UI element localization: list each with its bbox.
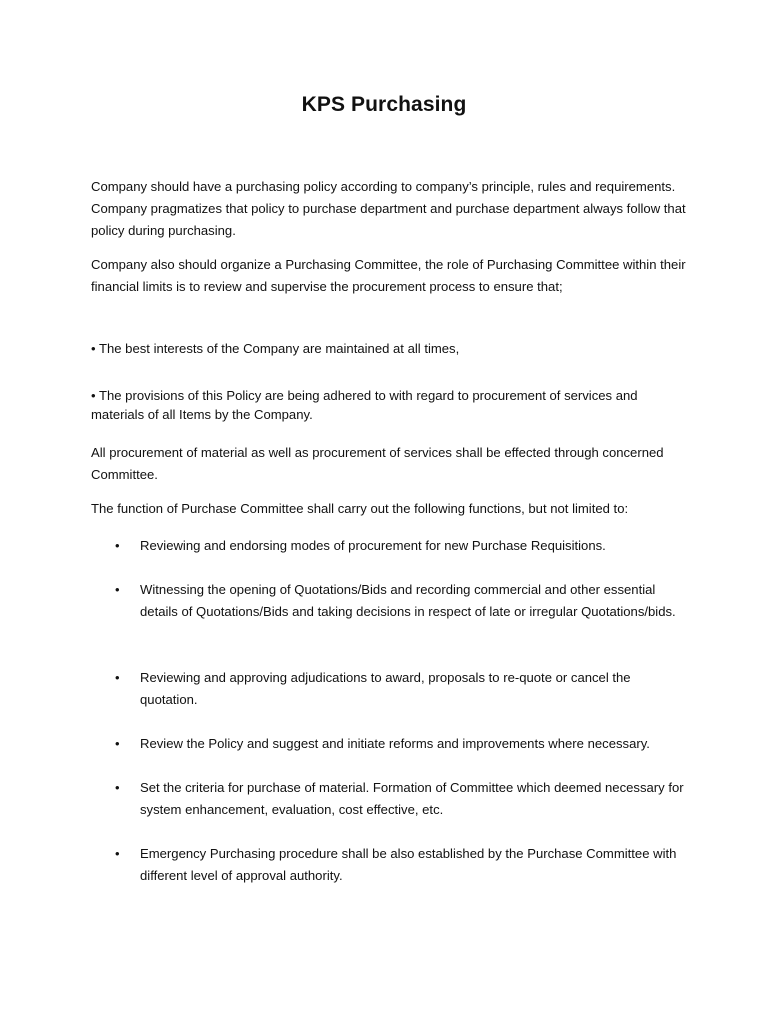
list-item-text: Reviewing and approving adjudications to award, proposals to re-quote or cancel the quotation. bbox=[140, 670, 631, 707]
bullet-icon: • bbox=[115, 538, 120, 553]
paragraph-best-interests: • The best interests of the Company are maintained at all times, bbox=[91, 341, 460, 356]
bullet-icon: • bbox=[115, 780, 120, 795]
document-title: KPS Purchasing bbox=[301, 93, 467, 116]
bullet-icon: • bbox=[115, 736, 120, 751]
list-item bbox=[91, 579, 691, 623]
list-item bbox=[91, 535, 691, 557]
list-item-text: Emergency Purchasing procedure shall be also established by the Purchase Committee with different level of approval authority. bbox=[140, 846, 677, 883]
paragraph-functions-intro: The function of Purchase Committee shall carry out the following functions, but not limited to: bbox=[91, 501, 629, 516]
bullet-icon: • bbox=[115, 846, 120, 861]
paragraph-purchasing-committee: Company also should organize a Purchasing Committee, the role of Purchasing Committee within their financial limits is to review and supervise the procurement process to ensure that; bbox=[91, 257, 686, 294]
list-item bbox=[91, 667, 691, 711]
list-item bbox=[91, 843, 691, 887]
bullet-icon: • bbox=[115, 582, 120, 597]
bullet-icon: • bbox=[115, 670, 120, 685]
paragraph-policy-provisions: • The provisions of this Policy are being adhered to with regard to procurement of services and materials of all Items by the Company. bbox=[91, 388, 638, 422]
paragraph-procurement-committee: All procurement of material as well as procurement of services shall be effected through concerned Committee. bbox=[91, 445, 664, 482]
list-item bbox=[91, 777, 691, 821]
list-item-text: Witnessing the opening of Quotations/Bids and recording commercial and other essential details of Quotations/Bids and taking decisions in respect of late or irregular Quotations/bids. bbox=[140, 582, 676, 619]
list-item bbox=[91, 733, 691, 755]
list-item-text: Set the criteria for purchase of material. Formation of Committee which deemed necessary for system enhancement, evaluation, cost effective, etc. bbox=[140, 780, 684, 817]
list-item-text: Reviewing and endorsing modes of procurement for new Purchase Requisitions. bbox=[140, 538, 606, 553]
list-item-text: Review the Policy and suggest and initiate reforms and improvements where necessary. bbox=[140, 736, 650, 751]
paragraph-purchasing-policy: Company should have a purchasing policy according to company’s principle, rules and requirements. Company pragmatizes that policy to purchase department and purchase department always follow that policy during purchasing. bbox=[91, 179, 686, 238]
